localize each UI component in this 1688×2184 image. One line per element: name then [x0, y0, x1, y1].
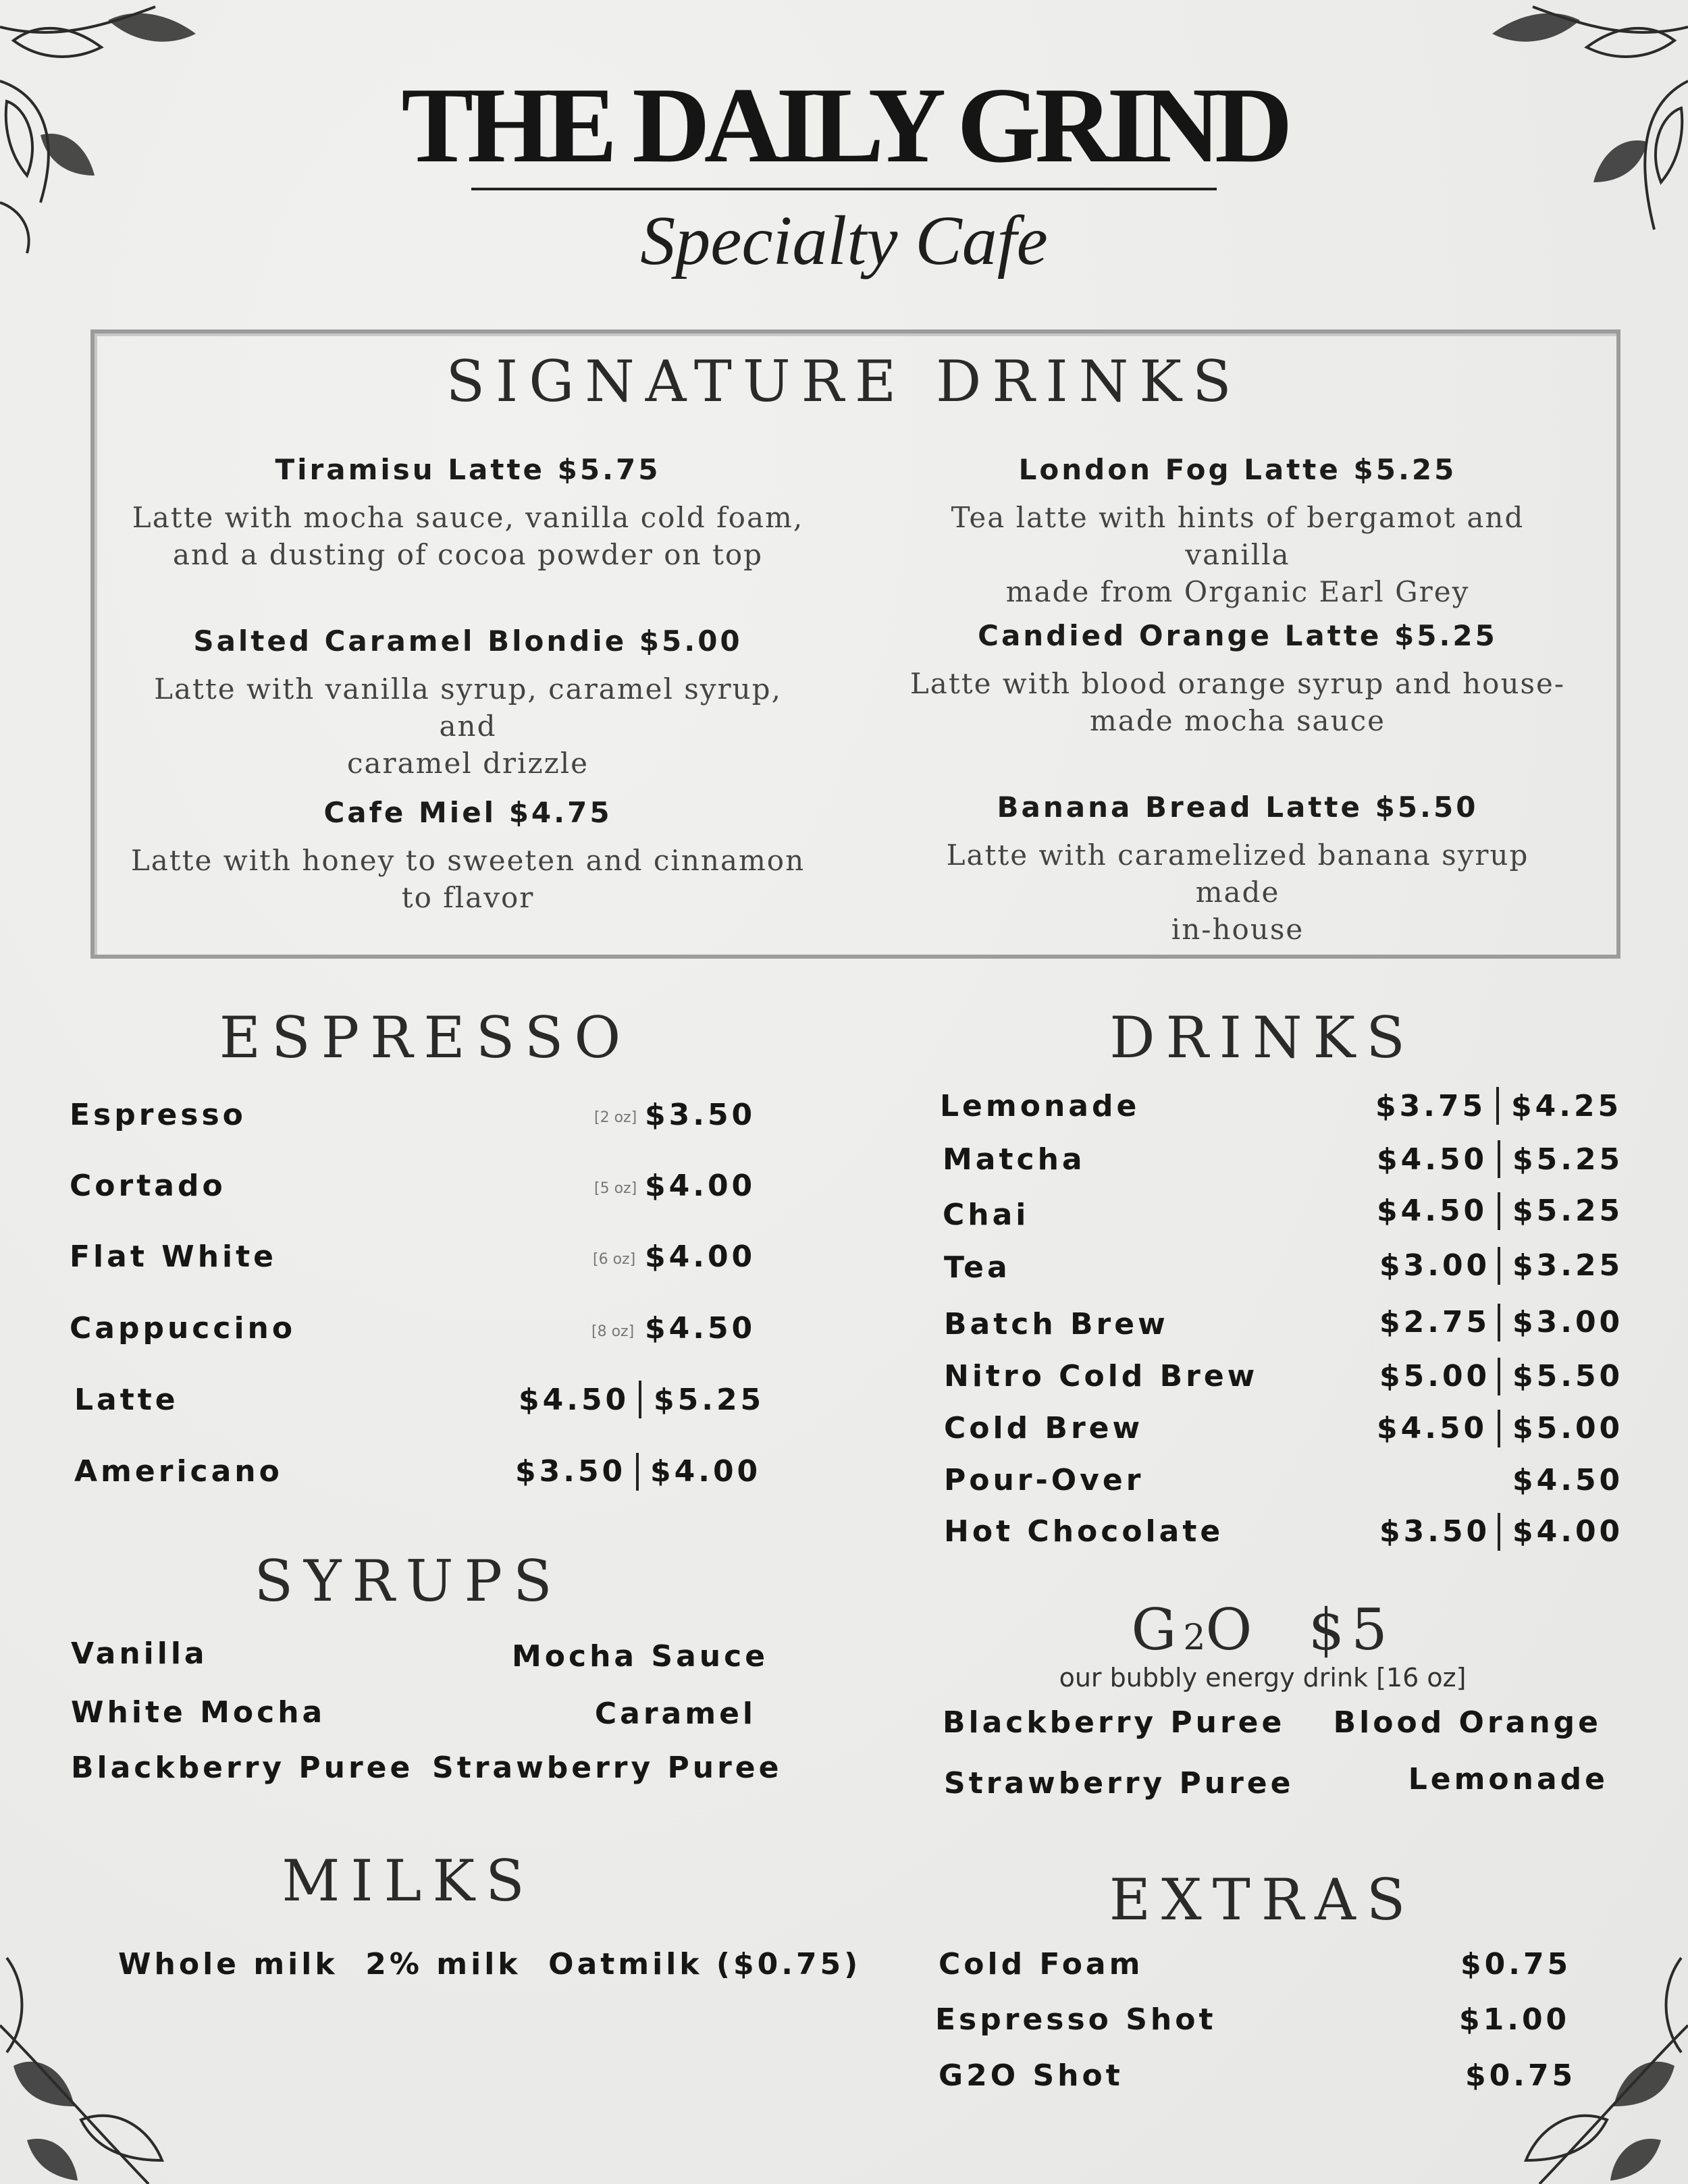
milks-heading: MILKS — [282, 1848, 535, 1914]
signature-item-desc-line: made mocha sauce — [1089, 704, 1386, 737]
espresso-item-size: [6 oz] — [593, 1251, 636, 1268]
drink-item-price-large: $5.25 — [1512, 1194, 1624, 1228]
drink-item-price-large: $3.00 — [1512, 1305, 1624, 1339]
extra-item-price: $1.00 — [1459, 2002, 1571, 2037]
espresso-heading: ESPRESSO — [219, 1005, 632, 1071]
drink-item-name: Tea — [944, 1250, 1011, 1285]
signature-item-name: Salted Caramel Blondie $5.00 — [193, 624, 743, 658]
g2o-flavor: Blackberry Puree — [943, 1705, 1286, 1740]
signature-item-desc-line: Tea latte with hints of bergamot and vanilla — [951, 501, 1525, 571]
espresso-item-name: Cortado — [70, 1169, 226, 1203]
g2o-flavor: Lemonade — [1408, 1762, 1608, 1796]
milk-options: Whole milk 2% milk Oatmilk ($0.75) — [118, 1947, 862, 1981]
g2o-heading-rest: O $5 — [1205, 1597, 1394, 1663]
signature-item-desc-line: caramel drizzle — [346, 747, 589, 780]
espresso-item-size: [8 oz] — [591, 1323, 635, 1340]
signature-item-desc-line: and a dusting of cocoa powder on top — [172, 538, 764, 571]
espresso-item-price: $4.00 — [645, 1169, 756, 1203]
signature-drinks-heading: SIGNATURE DRINKS — [446, 348, 1242, 415]
g2o-note: our bubbly energy drink [16 oz] — [1059, 1663, 1467, 1693]
espresso-item-price-small: $3.50 — [515, 1454, 627, 1489]
signature-item — [900, 619, 1575, 739]
extra-item-name: Espresso Shot — [935, 2002, 1217, 2037]
signature-item-desc-line: made from Organic Earl Grey — [1005, 575, 1470, 608]
drink-item-name: Cold Brew — [944, 1411, 1144, 1445]
drink-item-price-small: $3.75 — [1375, 1089, 1487, 1123]
g2o-flavor: Strawberry Puree — [944, 1766, 1294, 1801]
signature-item-desc-line: Latte with mocha sauce, vanilla cold foam, — [132, 501, 804, 534]
g2o-heading — [885, 1597, 1641, 1663]
extra-item-name: G2O Shot — [939, 2058, 1124, 2093]
signature-item-desc-line: Latte with blood orange syrup and house- — [909, 667, 1566, 700]
cafe-subtitle: Specialty Cafe — [640, 202, 1048, 279]
price-divider — [636, 1453, 639, 1491]
espresso-item-size: [5 oz] — [594, 1180, 637, 1197]
price-divider — [1498, 1247, 1500, 1285]
extra-item-name: Cold Foam — [939, 1947, 1144, 1981]
drink-item-price-small: $4.50 — [1377, 1194, 1488, 1228]
espresso-item-size: [2 oz] — [594, 1109, 637, 1126]
title-divider — [471, 188, 1217, 190]
drink-item-price-large: $4.00 — [1512, 1514, 1624, 1549]
price-divider — [1498, 1358, 1500, 1395]
drink-item-price-small: $2.75 — [1379, 1305, 1491, 1339]
drink-item-price-large: $5.00 — [1512, 1411, 1624, 1445]
espresso-item-price-small: $4.50 — [519, 1383, 630, 1417]
drink-item-price-small: $3.00 — [1379, 1248, 1491, 1283]
price-divider — [1496, 1087, 1499, 1125]
drink-item-price-large: $3.25 — [1512, 1248, 1624, 1283]
drink-item-price-small: $4.50 — [1377, 1142, 1488, 1177]
g2o-heading-g: G — [1131, 1597, 1184, 1663]
drink-item-price-large: $5.25 — [1512, 1142, 1624, 1177]
espresso-item-name: Cappuccino — [70, 1311, 296, 1346]
g2o-heading-sub: 2 — [1183, 1618, 1206, 1658]
espresso-item-price: $4.00 — [645, 1240, 756, 1274]
signature-item — [900, 453, 1575, 610]
espresso-item-price-large: $4.00 — [650, 1454, 762, 1489]
drink-item-name: Batch Brew — [944, 1307, 1169, 1341]
signature-item-name: Tiramisu Latte $5.75 — [275, 453, 661, 486]
price-divider — [1498, 1410, 1500, 1447]
drink-item-name: Pour-Over — [944, 1463, 1144, 1497]
syrup-item: Caramel — [594, 1697, 756, 1731]
drink-item-name: Hot Chocolate — [944, 1514, 1224, 1549]
extra-item-price: $0.75 — [1460, 1947, 1572, 1981]
syrups-heading: SYRUPS — [254, 1548, 563, 1614]
drink-item-name: Nitro Cold Brew — [944, 1359, 1259, 1393]
drink-item-price-large: $5.50 — [1512, 1359, 1624, 1393]
espresso-item-name: Espresso — [70, 1098, 246, 1132]
signature-item-desc-line: Latte with honey to sweeten and cinnamon — [130, 844, 806, 877]
syrup-item: White Mocha — [71, 1695, 326, 1730]
signature-item-desc-line: in-house — [1171, 913, 1304, 946]
drink-item-price-large: $4.50 — [1512, 1463, 1624, 1497]
signature-item-desc-line: to flavor — [401, 881, 535, 914]
drinks-heading: DRINKS — [1109, 1005, 1416, 1071]
drink-item-name: Lemonade — [940, 1089, 1140, 1123]
signature-item-desc-line: Latte with caramelized banana syrup made — [946, 838, 1529, 909]
drink-item-price-small: $4.50 — [1377, 1411, 1488, 1445]
g2o-flavor: Blood Orange — [1333, 1705, 1602, 1740]
extras-heading: EXTRAS — [1109, 1867, 1417, 1933]
signature-item — [130, 796, 806, 916]
syrup-item: Vanilla — [71, 1636, 208, 1671]
espresso-item-price-large: $5.25 — [654, 1383, 765, 1417]
drink-item-price-small: $3.50 — [1379, 1514, 1491, 1549]
signature-item-name: Cafe Miel $4.75 — [323, 796, 612, 829]
signature-item-name: Candied Orange Latte $5.25 — [978, 619, 1498, 652]
drink-item-price-small: $5.00 — [1379, 1359, 1491, 1393]
signature-item — [130, 624, 806, 782]
drink-item-name: Matcha — [943, 1142, 1086, 1177]
price-divider — [1498, 1192, 1500, 1230]
price-divider — [1498, 1513, 1500, 1551]
syrup-item: Strawberry Puree — [432, 1751, 783, 1785]
price-divider — [639, 1381, 641, 1418]
syrup-item: Mocha Sauce — [512, 1639, 769, 1674]
espresso-item-name: Latte — [74, 1383, 179, 1417]
price-divider — [1498, 1304, 1500, 1341]
signature-item-name: London Fog Latte $5.25 — [1018, 453, 1457, 486]
signature-item — [900, 793, 1575, 948]
espresso-item-price: $4.50 — [645, 1311, 756, 1346]
syrup-item: Blackberry Puree — [71, 1751, 414, 1785]
price-divider — [1498, 1140, 1500, 1178]
drink-item-name: Chai — [943, 1198, 1030, 1232]
espresso-item-name: Flat White — [70, 1240, 277, 1274]
extra-item-price: $0.75 — [1465, 2058, 1577, 2093]
drink-item-price-large: $4.25 — [1511, 1089, 1623, 1123]
signature-item-name: Banana Bread Latte $5.50 — [997, 791, 1479, 824]
signature-item — [130, 453, 806, 573]
signature-item-desc-line: Latte with vanilla syrup, caramel syrup, and — [154, 672, 782, 743]
espresso-item-price: $3.50 — [645, 1098, 756, 1132]
cafe-title: THE DAILY GRIND — [401, 65, 1287, 185]
espresso-item-name: Americano — [74, 1454, 283, 1489]
